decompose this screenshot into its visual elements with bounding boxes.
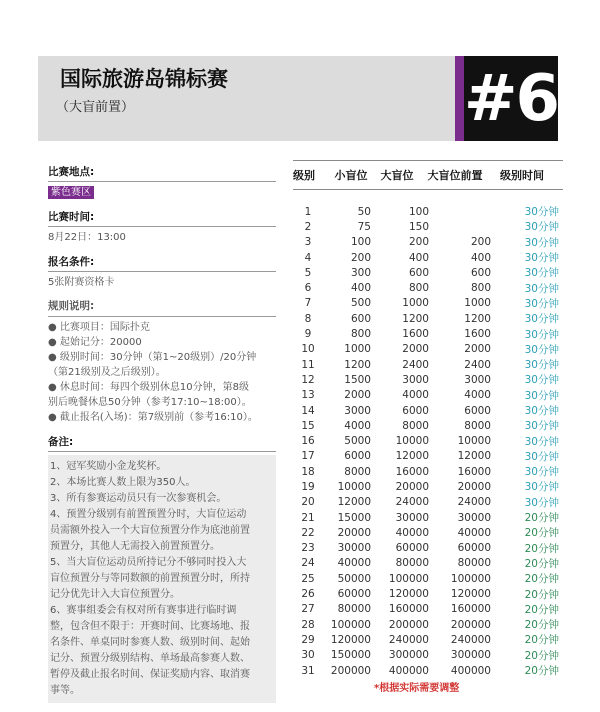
- footnote: *根据实际需要调整: [374, 683, 460, 694]
- table-cell: 40000: [457, 526, 491, 539]
- table-cell: 27: [301, 603, 315, 616]
- table-cell: 30分钟: [524, 206, 559, 219]
- table-cell: 800: [470, 282, 491, 295]
- table-header: [293, 160, 563, 190]
- table-cell: 160000: [388, 603, 429, 616]
- table-row: [293, 372, 563, 387]
- table-cell: 12000: [337, 496, 371, 509]
- table-cell: 2400: [402, 358, 429, 371]
- table-row: [293, 388, 563, 403]
- table-cell: 10000: [337, 480, 371, 493]
- table-cell: 8000: [464, 419, 491, 432]
- table-cell: 40000: [395, 526, 429, 539]
- table-cell: 6: [304, 282, 312, 295]
- table-cell: 30分钟: [524, 328, 559, 341]
- table-row: [293, 648, 563, 663]
- table-row: [293, 479, 563, 494]
- table-cell: 20分钟: [524, 649, 559, 662]
- table-cell: 30分钟: [524, 221, 559, 234]
- table-row: [293, 449, 563, 464]
- table-cell: 60000: [337, 588, 371, 601]
- info-value: 5张附赛资格卡: [48, 277, 115, 288]
- table-cell: 30000: [337, 542, 371, 555]
- table-row: [293, 342, 563, 357]
- note-line: 5、当大盲位运动员所持记分不够同时投入大: [50, 557, 247, 568]
- table-cell: 100: [350, 236, 371, 249]
- info-value: [48, 185, 276, 200]
- table-cell: 24000: [395, 496, 429, 509]
- table-cell: 1200: [402, 312, 429, 325]
- table-cell: 8: [304, 312, 312, 325]
- table-cell: 30分钟: [524, 297, 559, 310]
- table-cell: 200: [408, 236, 429, 249]
- table-cell: 30分钟: [524, 236, 559, 249]
- table-row: [293, 250, 563, 265]
- table-row: [293, 464, 563, 479]
- table-cell: 100000: [450, 572, 491, 585]
- table-cell: 4000: [464, 389, 491, 402]
- page-subtitle: （大盲前置）: [56, 100, 135, 115]
- table-cell: 60000: [395, 542, 429, 555]
- table-cell: 40000: [337, 557, 371, 570]
- table-cell: 75: [357, 220, 371, 233]
- venue-tag: 紫色赛区: [48, 186, 94, 199]
- column-header: 大盲位: [380, 169, 414, 182]
- note-line: 6、赛事组委会有权对所有赛事进行临时调: [50, 605, 237, 616]
- table-row: [293, 632, 563, 647]
- table-cell: 30分钟: [524, 282, 559, 295]
- table-cell: 1600: [464, 328, 491, 341]
- table-cell: 120000: [330, 633, 371, 646]
- rules-label: 规则说明:: [48, 300, 95, 312]
- table-row: [293, 571, 563, 586]
- note-line: 4、预置分级别有前置预置分时，大盲位运动: [50, 509, 247, 520]
- rules-list: [48, 320, 276, 425]
- rule-line: ● 休息时间：每四个级别休息10分钟，第8级: [48, 382, 249, 393]
- table-cell: 3: [304, 236, 312, 249]
- note-line: 名条件、单桌同时参赛人数、级别时间、起始: [50, 637, 250, 648]
- table-cell: 60000: [457, 542, 491, 555]
- table-cell: 120000: [388, 588, 429, 601]
- info-section: [48, 209, 276, 245]
- table-cell: 2000: [464, 343, 491, 356]
- column-header: 级别时间: [500, 169, 544, 182]
- table-cell: 300: [350, 266, 371, 279]
- table-cell: 16000: [395, 465, 429, 478]
- table-cell: 20分钟: [524, 573, 559, 586]
- event-number-box: [464, 56, 558, 141]
- table-cell: 30分钟: [524, 450, 559, 463]
- table-row: [293, 510, 563, 525]
- table-cell: 30分钟: [524, 313, 559, 326]
- table-cell: 300000: [388, 649, 429, 662]
- note-line: 1、冠军奖励小金龙奖杯。: [50, 461, 167, 472]
- table-cell: 2: [304, 220, 312, 233]
- info-column: [48, 164, 276, 712]
- rule-line: （第21级别及之后级别）。: [48, 367, 166, 378]
- table-row: [293, 495, 563, 510]
- note-line: 事等。: [50, 685, 80, 696]
- table-cell: 400: [470, 251, 491, 264]
- table-cell: 20分钟: [524, 527, 559, 540]
- table-cell: 20分钟: [524, 665, 559, 678]
- table-row: [293, 280, 563, 295]
- table-row: [293, 235, 563, 250]
- table-cell: 20分钟: [524, 557, 559, 570]
- table-cell: 20分钟: [524, 619, 559, 632]
- table-cell: 50000: [337, 572, 371, 585]
- rule-line: ● 比赛项目：国际扑克: [48, 322, 150, 333]
- table-cell: 80000: [457, 557, 491, 570]
- table-cell: 30分钟: [524, 252, 559, 265]
- event-number: #6: [463, 61, 559, 136]
- table-cell: 600: [470, 266, 491, 279]
- table-cell: 3000: [464, 373, 491, 386]
- table-cell: 13: [301, 389, 315, 402]
- table-cell: 2000: [344, 389, 371, 402]
- table-cell: 1600: [402, 328, 429, 341]
- table-cell: 500: [350, 297, 371, 310]
- table-row: [293, 296, 563, 311]
- table-row: [293, 525, 563, 540]
- table-cell: 30分钟: [524, 435, 559, 448]
- table-cell: 8000: [344, 465, 371, 478]
- page-title: 国际旅游岛锦标赛: [60, 67, 228, 91]
- divider: [48, 181, 276, 182]
- note-line: 记分优先计入大盲位预置分。: [50, 589, 180, 600]
- table-cell: 120000: [450, 588, 491, 601]
- table-cell: 30分钟: [524, 405, 559, 417]
- table-cell: 30分钟: [524, 267, 559, 280]
- table-row: [293, 311, 563, 326]
- table-cell: 9: [304, 328, 312, 341]
- info-section: [48, 254, 276, 290]
- note-line: 员需额外投入一个大盲位预置分作为底池前置: [50, 525, 250, 536]
- table-cell: 400000: [388, 664, 429, 677]
- table-cell: 21: [301, 511, 315, 524]
- table-cell: 25: [301, 572, 315, 585]
- divider: [48, 226, 276, 227]
- table-cell: 16000: [457, 465, 491, 478]
- table-row: [293, 556, 563, 571]
- table-cell: 400000: [450, 664, 491, 677]
- note-line: 3、所有参赛运动员只有一次参赛机会。: [50, 493, 227, 504]
- table-cell: 600: [350, 312, 371, 325]
- info-section: [48, 164, 276, 200]
- notes-list: [48, 455, 276, 703]
- table-cell: 3000: [402, 373, 429, 386]
- table-cell: 3000: [344, 404, 371, 417]
- divider: [48, 451, 276, 452]
- column-header: 小盲位: [334, 169, 368, 182]
- info-label: 比赛地点:: [48, 166, 95, 178]
- table-cell: 4000: [402, 389, 429, 402]
- column-header: 级别: [293, 169, 315, 182]
- table-cell: 30分钟: [524, 374, 559, 387]
- table-cell: 30分钟: [524, 359, 559, 372]
- table-cell: 12000: [395, 450, 429, 463]
- table-cell: 31: [301, 664, 315, 677]
- table-cell: 100000: [330, 618, 371, 631]
- table-cell: 5000: [344, 435, 371, 448]
- notes-section: [48, 434, 276, 703]
- table-cell: 20分钟: [524, 542, 559, 555]
- table-cell: 5: [304, 266, 312, 279]
- note-line: 暂停及截止报名时间、保证奖励内容、取消赛: [50, 669, 250, 680]
- table-cell: 30分钟: [524, 343, 559, 356]
- table-cell: 6000: [344, 450, 371, 463]
- table-row: [293, 602, 563, 617]
- table-cell: 30分钟: [524, 496, 559, 509]
- table-cell: 50: [357, 205, 371, 218]
- table-row: [293, 586, 563, 601]
- table-cell: 20000: [457, 480, 491, 493]
- table-cell: 22: [301, 526, 315, 539]
- table-cell: 15: [301, 419, 315, 432]
- table-cell: 300000: [450, 649, 491, 662]
- table-cell: 30分钟: [524, 420, 559, 433]
- table-cell: 100: [408, 205, 429, 218]
- table-cell: 12000: [457, 450, 491, 463]
- table-cell: 7: [304, 297, 312, 310]
- table-cell: 28: [301, 618, 315, 631]
- rules-section: [48, 299, 276, 425]
- table-cell: 10: [301, 343, 315, 356]
- table-cell: 2000: [402, 343, 429, 356]
- table-cell: 1000: [402, 297, 429, 310]
- table-cell: 240000: [388, 633, 429, 646]
- table-cell: 80000: [337, 603, 371, 616]
- info-list: [48, 164, 276, 290]
- table-row: [293, 433, 563, 448]
- table-cell: 24000: [457, 496, 491, 509]
- table-cell: 1: [304, 205, 312, 218]
- column-header: 大盲位前置: [427, 169, 483, 182]
- table-cell: 30分钟: [524, 481, 559, 494]
- table-cell: 1500: [344, 373, 371, 386]
- table-cell: 16: [301, 435, 315, 448]
- table-cell: 12: [301, 373, 315, 386]
- table-cell: 4000: [344, 419, 371, 432]
- table-cell: 1000: [464, 297, 491, 310]
- table-row: [293, 357, 563, 372]
- table-cell: 20000: [395, 480, 429, 493]
- divider: [48, 271, 276, 272]
- table-cell: 4: [304, 251, 312, 264]
- table-cell: 600: [408, 266, 429, 279]
- table-cell: 6000: [464, 404, 491, 417]
- table-cell: 10000: [457, 435, 491, 448]
- table-cell: 150000: [330, 649, 371, 662]
- table-cell: 11: [301, 358, 315, 371]
- table-cell: 240000: [450, 633, 491, 646]
- table-row: [293, 403, 563, 418]
- table-cell: 800: [408, 282, 429, 295]
- table-cell: 800: [350, 328, 371, 341]
- table-cell: 2400: [464, 358, 491, 371]
- table-cell: 160000: [450, 603, 491, 616]
- accent-bar: [455, 56, 464, 141]
- note-line: 记分、预置分级别结构、单场最高参赛人数、: [50, 653, 250, 664]
- table-row: [293, 541, 563, 556]
- table-body: [293, 204, 563, 678]
- table-cell: 200: [470, 236, 491, 249]
- table-cell: 1000: [344, 343, 371, 356]
- rule-line: 别后晚餐休息50分钟（参考17:10~18:00）。: [48, 397, 252, 408]
- table-cell: 24: [301, 557, 315, 570]
- table-cell: 30000: [395, 511, 429, 524]
- note-line: 2、本场比赛人数上限为350人。: [50, 477, 196, 488]
- info-value: 8月22日：13:00: [48, 232, 126, 243]
- notes-label: 备注:: [48, 436, 74, 448]
- table-cell: 400: [350, 282, 371, 295]
- table-row: [293, 617, 563, 632]
- note-line: 整，包含但不限于：开赛时间、比赛场地、报: [50, 621, 250, 632]
- table-row: [293, 219, 563, 234]
- info-label: 报名条件:: [48, 256, 95, 268]
- table-cell: 100000: [388, 572, 429, 585]
- table-cell: 18: [301, 465, 315, 478]
- rule-line: ● 级别时间：30分钟（第1~20级别）/20分钟: [48, 352, 257, 363]
- table-row: [293, 204, 563, 219]
- table-cell: 1200: [344, 358, 371, 371]
- table-cell: 20分钟: [524, 634, 559, 647]
- table-cell: 8000: [402, 419, 429, 432]
- blind-structure-table: [293, 160, 563, 678]
- table-cell: 30000: [457, 511, 491, 524]
- table-row: [293, 326, 563, 341]
- table-cell: 200000: [450, 618, 491, 631]
- table-cell: 200000: [388, 618, 429, 631]
- info-label: 比赛时间:: [48, 211, 95, 223]
- table-cell: 30: [301, 649, 315, 662]
- table-row: [293, 418, 563, 433]
- table-cell: 20000: [337, 526, 371, 539]
- table-cell: 80000: [395, 557, 429, 570]
- note-line: 预置分，其他人无需投入前置预置分。: [50, 541, 220, 552]
- rule-line: ● 截止报名(入场)：第7级别前（参考16:10）。: [48, 412, 258, 423]
- table-cell: 20分钟: [524, 512, 559, 525]
- table-cell: 30分钟: [524, 389, 559, 402]
- table-cell: 20分钟: [524, 588, 559, 601]
- table-cell: 400: [408, 251, 429, 264]
- table-cell: 29: [301, 633, 315, 646]
- note-line: 盲位预置分与等同数额的前置预置分时，所持: [50, 573, 250, 584]
- divider: [48, 316, 276, 317]
- table-cell: 26: [301, 588, 315, 601]
- rule-line: ● 起始记分：20000: [48, 337, 142, 348]
- table-row: [293, 663, 563, 678]
- table-cell: 23: [301, 542, 315, 555]
- table-cell: 200: [350, 251, 371, 264]
- table-cell: 150: [408, 220, 429, 233]
- table-cell: 20: [301, 496, 315, 509]
- table-cell: 15000: [337, 511, 371, 524]
- table-cell: 10000: [395, 435, 429, 448]
- table-cell: 6000: [402, 404, 429, 417]
- table-cell: 200000: [330, 664, 371, 677]
- table-cell: 30分钟: [524, 466, 559, 479]
- table-cell: 19: [301, 480, 315, 493]
- table-cell: 1200: [464, 312, 491, 325]
- table-cell: 14: [301, 404, 315, 417]
- table-cell: 20分钟: [524, 603, 559, 616]
- table-cell: 17: [301, 450, 315, 463]
- table-row: [293, 265, 563, 280]
